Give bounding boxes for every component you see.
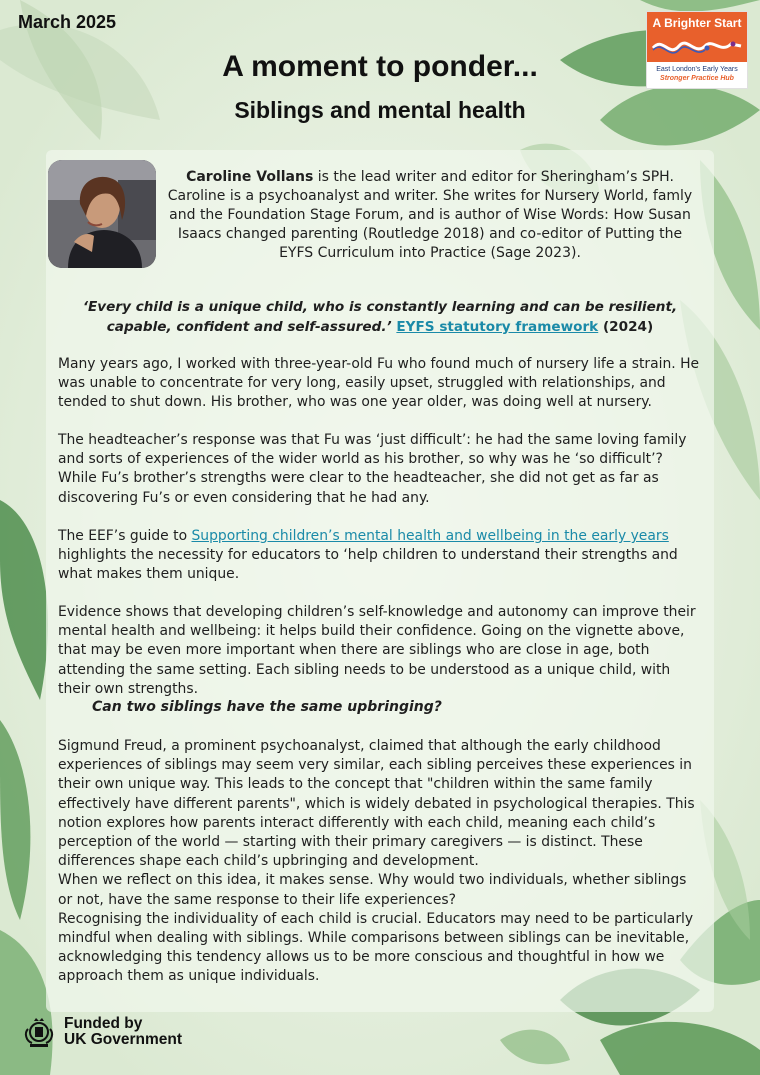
- funded-line-1: Funded by: [64, 1015, 143, 1032]
- paragraph-5-block: [58, 737, 704, 987]
- logo-tagline-1: East London's Early Years: [656, 66, 738, 73]
- paragraph-3-before: The EEF’s guide to: [58, 528, 192, 544]
- paragraph-5-text: Sigmund Freud, a prominent psychoanalyst, claimed that although the early childhood experiences of siblings may seem very similar, each sibling perceives these experiences in their own unique way. This leads to the concept that "children within the same family effectively have different parents", which is widely debated in psychological therapies. This notion explores how parents interact differently with each child, meaning each child’s perception of the world — starting with their primary caregivers — is distinct. These differences shape each child’s upbringing and development.: [58, 738, 695, 870]
- section-subheading: Can two siblings have the same upbringing?: [92, 699, 442, 715]
- paragraph-1: [58, 355, 704, 413]
- paragraph-1-text: Many years ago, I worked with three-year-old Fu who found much of nursery life a strain. He was unable to concentrate for very long, easily upset, struggled with relationships, and tended to shut down. His brother, who was one year older, was doing well at nursery.: [58, 356, 700, 411]
- paragraph-4-text: Evidence shows that developing children’s self-knowledge and autonomy can improve their mental health and wellbeing: it helps build their confidence. Going on the vignette above, that may be even more important when there are siblings who are close in age, both attending the same setting. Each sibling needs to be understood as a unique child, with their own strengths.: [58, 604, 696, 697]
- page-subtitle: Siblings and mental health: [234, 97, 526, 123]
- eef-guide-link[interactable]: Supporting children’s mental health and wellbeing in the early years: [191, 528, 669, 544]
- author-name: Caroline Vollans: [186, 169, 314, 185]
- paragraph-3-after: highlights the necessity for educators to ‘help children to understand their strengths and what makes them unique.: [58, 547, 678, 583]
- funded-by-uk-government: [22, 1015, 182, 1049]
- paragraph-6-text: When we reflect on this idea, it makes sense. Why would two individuals, whether siblings or not, have the same response to their life experiences?: [58, 872, 687, 908]
- paragraph-4: [58, 603, 704, 699]
- paragraph-2: [58, 431, 704, 508]
- royal-crest-icon: [22, 1015, 56, 1049]
- paragraph-7-text: Recognising the individuality of each child is crucial. Educators may need to be particularly mindful when dealing with siblings. While comparisons between siblings can be inevitable, acknowledging this tendency allows us to be more conscious and thoughtful in how we approach them as unique individuals.: [58, 910, 694, 985]
- author-portrait: [48, 160, 156, 268]
- quote-year: (2024): [598, 319, 654, 335]
- logo-tagline-2: Stronger Practice Hub: [660, 75, 734, 82]
- quote-text: ‘Every child is a unique child, who is constantly learning and can be resilient, capable, confident and self-assured.’: [82, 299, 678, 335]
- portrait-image: [48, 160, 156, 268]
- eyfs-framework-link[interactable]: EYFS statutory framework: [396, 319, 599, 335]
- logo-name: A Brighter Start: [652, 16, 742, 30]
- funded-line-2: UK Government: [64, 1031, 182, 1048]
- issue-date: March 2025: [18, 12, 117, 32]
- paragraph-2-text: The headteacher’s response was that Fu was ‘just difficult’: he had the same loving family and sorts of experiences of the wider world as his brother, so why was he ‘so difficult’? While Fu’s brother’s strengths were clear to the headteacher, she did not get as far as discovering Fu’s or even considering that he had any.: [58, 432, 687, 506]
- page-title: A moment to ponder...: [222, 50, 538, 83]
- author-bio-text: is the lead writer and editor for Sheringham’s SPH. Caroline is a psychoanalyst and writer. She writes for Nursery World, famly and the Foundation Stage Forum, and is author of Wise Words: How Susan Isaacs changed parenting (Routledge 2018) and co-editor of Putting the EYFS Curriculum into Practice (Sage 2023).: [167, 169, 693, 261]
- eyfs-quote: [62, 297, 698, 337]
- paragraph-3: [58, 527, 704, 585]
- author-bio: [166, 168, 694, 263]
